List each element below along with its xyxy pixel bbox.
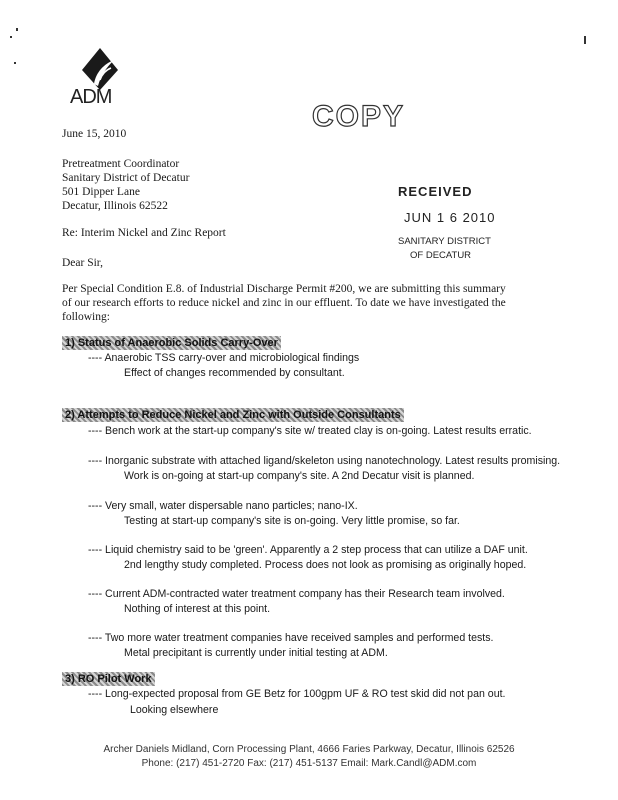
salutation: Dear Sir, (62, 257, 104, 269)
scan-speck (16, 28, 18, 31)
company-logo: ADM (70, 86, 112, 108)
section-heading: 1) Status of Anaerobic Solids Carry-Over (62, 336, 281, 350)
recipient-line: Sanitary District of Decatur (62, 172, 190, 184)
received-stamp-org-line1: SANITARY DISTRICT (398, 236, 491, 247)
item-detail: Looking elsewhere (130, 704, 219, 716)
item-detail: Testing at start-up company's site is on-going. Very little promise, so far. (124, 515, 460, 527)
footer-contact: Phone: (217) 451-2720 Fax: (217) 451-5137 Email: Mark.Candl@ADM.com (141, 758, 477, 769)
recipient-line: Pretreatment Coordinator (62, 158, 180, 170)
scan-speck (10, 36, 12, 38)
item-detail: 2nd lengthy study completed. Process does not look as promising as originally hoped. (124, 559, 527, 571)
item-line: ---- Anaerobic TSS carry-over and microbiological findings (88, 352, 360, 364)
letter-date: June 15, 2010 (62, 128, 127, 140)
recipient-line: Decatur, Illinois 62522 (62, 200, 168, 212)
scan-speck (584, 36, 586, 44)
item-line: ---- Bench work at the start-up company's site w/ treated clay is on-going. Latest results erratic. (88, 425, 532, 437)
received-stamp-title: RECEIVED (398, 184, 473, 199)
item-detail: Effect of changes recommended by consultant. (124, 367, 345, 379)
item-detail: Metal precipitant is currently under initial testing at ADM. (124, 647, 388, 659)
item-line: ---- Very small, water dispersable nano particles; nano-IX. (88, 500, 358, 512)
item-detail: Work is on-going at start-up company's site. A 2nd Decatur visit is planned. (124, 470, 475, 482)
recipient-line: 501 Dipper Lane (62, 186, 140, 198)
item-line: ---- Current ADM-contracted water treatment company has their Research team involved. (88, 588, 505, 600)
item-line: ---- Two more water treatment companies have received samples and performed tests. (88, 632, 494, 644)
intro-line: Per Special Condition E.8. of Industrial Discharge Permit #200, we are submitting this summary (62, 283, 506, 295)
received-stamp-org-line2: OF DECATUR (410, 250, 472, 261)
subject-line: Re: Interim Nickel and Zinc Report (62, 227, 226, 239)
item-line: ---- Liquid chemistry said to be 'green'. Apparently a 2 step process that can utilize a DAF unit. (88, 544, 528, 556)
received-stamp-date: JUN 1 6 2010 (404, 210, 496, 225)
footer-address: Archer Daniels Midland, Corn Processing Plant, 4666 Faries Parkway, Decatur, Illinois 62526 (103, 744, 515, 755)
section-heading: 3) RO Pilot Work (62, 672, 155, 686)
intro-line: following: (62, 311, 110, 323)
scan-speck (14, 62, 16, 64)
section-heading: 2) Attempts to Reduce Nickel and Zinc with Outside Consultants (62, 408, 404, 422)
intro-line: of our research efforts to reduce nickel and zinc in our effluent. To date we have investigated the (62, 297, 506, 309)
copy-stamp: COPY (312, 100, 406, 133)
item-line: ---- Long-expected proposal from GE Betz for 100gpm UF & RO test skid did not pan out. (88, 688, 506, 700)
item-line: ---- Inorganic substrate with attached ligand/skeleton using nanotechnology. Latest results promising. (88, 455, 561, 467)
item-detail: Nothing of interest at this point. (124, 603, 271, 615)
